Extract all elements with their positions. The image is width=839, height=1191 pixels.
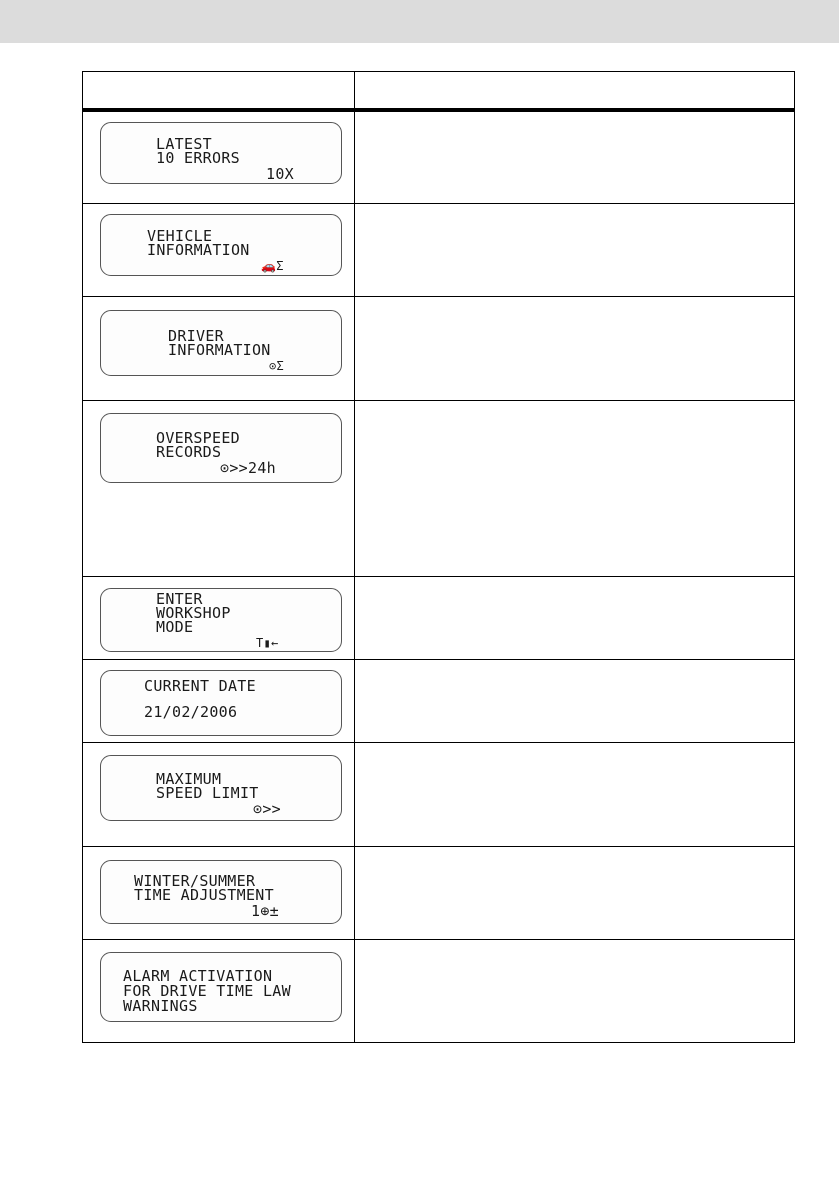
lcd-cell [83,939,355,1042]
lcd-display-driver-information [100,310,342,376]
time-adjust-icon: 1⊕± [251,901,279,920]
table-row [83,742,795,846]
description-cell [355,846,795,939]
description-cell [355,576,795,659]
lcd-line: FOR DRIVE TIME LAW [123,981,291,1000]
lcd-line: VEHICLE [147,226,213,245]
table-row [83,110,795,203]
lcd-display-enter-workshop-mode [100,588,342,652]
page-header-bar [0,0,839,43]
lcd-line: SPEED LIMIT [156,783,259,802]
description-cell [355,296,795,400]
lcd-line: DRIVER [168,326,224,345]
lcd-line: 10 ERRORS [156,149,240,167]
driver-sigma-icon: ⊙Σ [269,358,285,373]
lcd-line: CURRENT DATE [144,676,256,695]
lcd-cell [83,400,355,576]
lcd-display-overspeed-records [100,413,342,483]
lcd-cell [83,659,355,742]
lcd-cell [83,576,355,659]
table-row [83,846,795,939]
vehicle-sigma-icon: 🚗Σ [261,258,284,273]
lcd-cell [83,110,355,203]
description-cell [355,659,795,742]
lcd-line: WARNINGS [123,996,198,1015]
lcd-line: ENTER [156,589,203,608]
overspeed-24h-icon: ⊙>>24h [220,458,276,477]
workshop-card-icon: T▮← [256,635,279,650]
lcd-line: MAXIMUM [156,769,222,788]
table-row [83,939,795,1042]
speed-limit-icon: ⊙>> [253,799,281,818]
lcd-display-winter-summer-time [100,860,342,924]
description-cell [355,742,795,846]
lcd-line: MODE [156,617,194,636]
table-row [83,659,795,742]
lcd-line: 21/02/2006 [144,702,238,721]
lcd-status-symbol: 10X [266,165,294,183]
lcd-cell [83,296,355,400]
lcd-display-maximum-speed-limit [100,755,342,821]
lcd-line: WINTER/SUMMER [134,871,256,890]
lcd-cell [83,203,355,296]
table-header-row [83,72,795,111]
lcd-line: WORKSHOP [156,603,231,622]
lcd-line: ALARM ACTIVATION [123,966,273,985]
lcd-display-vehicle-information [100,214,342,276]
lcd-display-current-date [100,670,342,736]
lcd-line: TIME ADJUSTMENT [134,885,274,904]
header-cell-description [355,72,795,111]
description-cell [355,110,795,203]
lcd-line: INFORMATION [168,340,271,359]
lcd-line: INFORMATION [147,240,250,259]
description-cell [355,203,795,296]
description-cell [355,400,795,576]
lcd-cell [83,846,355,939]
lcd-display-latest-errors [100,122,342,184]
table-row [83,296,795,400]
table-row [83,400,795,576]
header-cell-display [83,72,355,111]
lcd-cell [83,742,355,846]
lcd-display-alarm-activation [100,952,342,1022]
description-cell [355,939,795,1042]
lcd-line: LATEST [156,135,212,153]
table-row [83,203,795,296]
lcd-line: OVERSPEED [156,428,240,447]
menu-display-table [82,71,795,1043]
table-row [83,576,795,659]
lcd-line: RECORDS [156,442,222,461]
